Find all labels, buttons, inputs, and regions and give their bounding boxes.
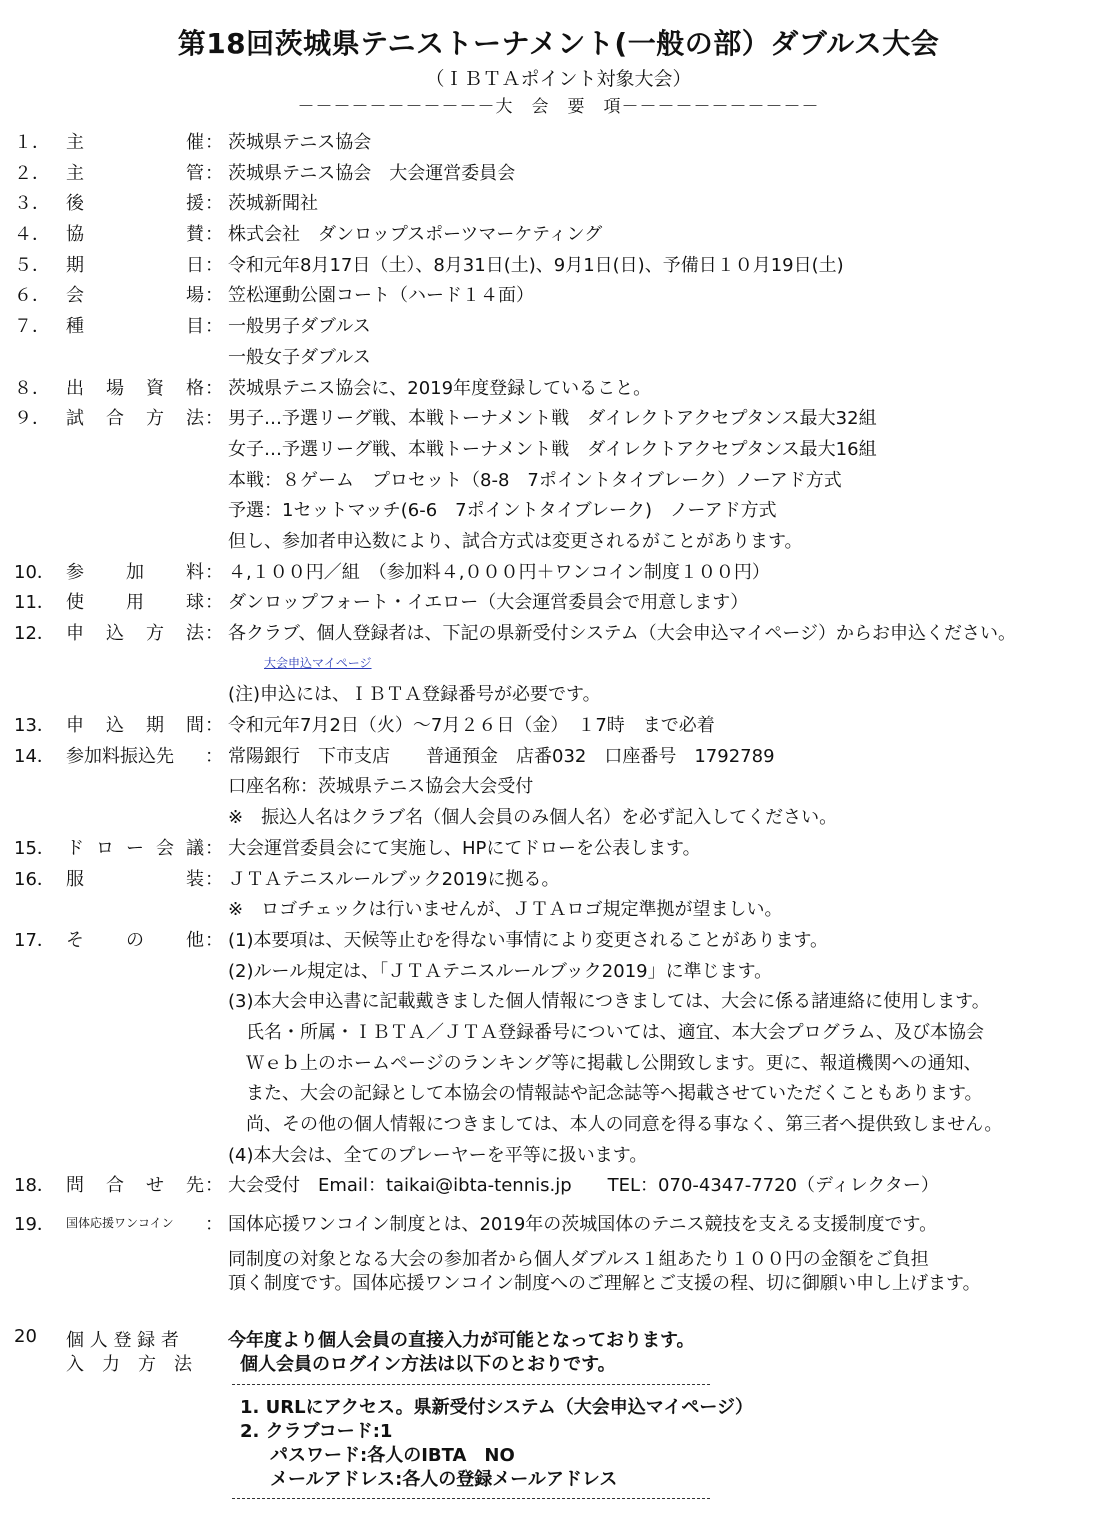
item-number: １． (14, 132, 50, 153)
item-number: ４． (14, 224, 50, 246)
item-colon: ： (205, 623, 223, 644)
item-label-char: ロ (96, 837, 114, 859)
guideline-row (0, 312, 1117, 343)
item-label (66, 619, 204, 645)
item-label-char: 協 (66, 224, 84, 246)
item-label-char: 催 (186, 132, 204, 153)
item-label-char: 込 (106, 623, 124, 644)
item-number: 14． (14, 745, 55, 767)
item-colon: ： (205, 377, 223, 399)
item-label-char: 管 (186, 162, 204, 184)
item-label-char: 他 (186, 929, 204, 951)
item-label-char: 種 (66, 316, 84, 338)
item-label-char: 賛 (186, 224, 204, 246)
item-label-char: 後 (66, 193, 84, 215)
guideline-list (0, 128, 1117, 1297)
item-value: 口座名称：茨城県テニス協会大会受付 (228, 776, 534, 798)
item-value: Ｗｅｂ上のホームページのランキング等に掲載し公開致します。更に、報道機関への通知、 (228, 1052, 982, 1074)
item-colon: ： (205, 561, 223, 583)
item-number: ２． (14, 162, 50, 184)
guideline-row (0, 926, 1117, 957)
item-label (66, 251, 204, 277)
item-label-char: そ (66, 929, 84, 951)
item-label-char: 参 (66, 561, 84, 583)
item-colon: ： (205, 162, 223, 184)
login-steps (240, 1396, 753, 1492)
item-colon: ： (205, 592, 223, 614)
item-label (66, 128, 204, 154)
guideline-row (0, 374, 1117, 405)
item-number: ８． (14, 377, 50, 399)
item-20-number: 20 (14, 1326, 37, 1347)
guideline-row (0, 619, 1117, 650)
item-label-char: 目 (186, 316, 204, 338)
item-label-char: 参加料振込先 (66, 745, 174, 767)
item-number: 12． (14, 623, 55, 644)
item-label-char: 主 (66, 132, 84, 153)
item-value: ＪＴＡテニスルールブック2019に拠る。 (228, 868, 560, 890)
item-label-char: 球 (186, 592, 204, 614)
item-label-char: 会 (66, 285, 84, 307)
guideline-row (0, 588, 1117, 619)
item-number: 18． (14, 1175, 55, 1197)
item-colon: ： (205, 316, 223, 338)
item-label-char: 方 (146, 408, 164, 430)
item-label-char: 申 (66, 623, 84, 644)
item-label (66, 220, 204, 246)
item-value: 各クラブ、個人登録者は、下記の県新受付システム（大会申込マイページ）からお申込ください。 (228, 623, 1017, 644)
item-label-char: 間 (186, 715, 204, 737)
item-value: (3)本大会申込書に記載戴きました個人情報につきましては、大会に係る諸連絡に使用します。 (228, 991, 990, 1013)
item-label (66, 1214, 204, 1231)
guideline-row (0, 1141, 1117, 1172)
item-label-char: 場 (186, 285, 204, 307)
item-label-char: 資 (146, 377, 164, 399)
guideline-row (0, 742, 1117, 773)
guideline-row (0, 1273, 1117, 1297)
item-value: また、大会の記録として本協会の情報誌や記念誌等へ掲載させていただくこともあります。 (228, 1083, 983, 1105)
item-value: 尚、その他の個人情報につきましては、本人の同意を得る事なく、第三者へ提供致しません。 (228, 1114, 1003, 1135)
guideline-row (0, 404, 1117, 435)
guideline-row (0, 803, 1117, 834)
item-value: ダンロップフォート・イエロー（大会運営委員会で用意します） (228, 592, 749, 614)
page-title: 第18回茨城県テニストーナメント(一般の部）ダブルス大会 (177, 27, 940, 60)
item-value: 令和元年8月17日（土）、8月31日(土)、9月1日(日)、予備日１０月19日(土) (228, 254, 844, 276)
item-value: 一般女子ダブルス (228, 346, 371, 368)
item-label (66, 834, 204, 860)
item-number: ７． (14, 316, 50, 338)
item-value: 令和元年7月2日（火）～7月２６日（金） １7時 まで必着 (228, 715, 715, 737)
item-value: 大会受付 Email：taikai@ibta-tennis.jp TEL：070-4347-7720（ディレクター） (228, 1175, 939, 1197)
guideline-row (0, 281, 1117, 312)
item-colon: ： (205, 285, 223, 307)
item-label-char: 加 (126, 561, 144, 583)
item-label-char: 服 (66, 868, 84, 890)
item-number: 19． (14, 1214, 55, 1236)
item-value: 同制度の対象となる大会の参加者から個人ダブルス１組あたり１００円の金額をご負担 (228, 1248, 929, 1270)
item-label-char: 申 (66, 715, 84, 737)
item-value: 国体応援ワンコイン制度とは、2019年の茨城国体のテニス競技を支える支援制度です。 (228, 1214, 938, 1236)
page-subtitle: （ＩＢＴＡポイント対象大会） (425, 68, 692, 90)
guideline-row (0, 711, 1117, 742)
item-label-char: 問 (66, 1175, 84, 1197)
item-colon: ： (205, 132, 223, 153)
guideline-row (0, 159, 1117, 190)
guideline-row (0, 895, 1117, 926)
item-label (66, 711, 204, 737)
item-label-char: 先 (186, 1175, 204, 1197)
item-number: ６． (14, 285, 50, 307)
item-label-char: 用 (126, 592, 144, 614)
item-value: (1)本要項は、天候等止むを得ない事情により変更されることがあります。 (228, 929, 829, 951)
item-value: 本戦：８ゲーム プロセット（8-8 7ポイントタイブレーク）ノーアド方式 (228, 469, 842, 491)
item-value: (注)申込には、ＩＢＴＡ登録番号が必要です。 (228, 684, 601, 706)
item-20-bottom-separator (232, 1498, 710, 1499)
item-colon: ： (205, 837, 223, 859)
guideline-row (0, 1079, 1117, 1110)
guideline-row (0, 558, 1117, 589)
item-label-char: 主 (66, 162, 84, 184)
item-number: ３． (14, 193, 50, 215)
item-label-char: 格 (186, 377, 204, 399)
item-label-char: 会 (156, 837, 174, 859)
item-20-top-separator (232, 1384, 710, 1385)
item-colon: ： (205, 408, 223, 430)
item-20-value-line2: 個人会員のログイン方法は以下のとおりです。 (240, 1354, 616, 1375)
guideline-row (0, 680, 1117, 711)
guideline-row (0, 650, 1117, 681)
guideline-row (0, 220, 1117, 251)
section-heading: －－－－－－－－－－－大 会 要 項－－－－－－－－－－－ (297, 97, 820, 117)
guideline-row (0, 496, 1117, 527)
item-label (66, 312, 204, 338)
item-label (66, 159, 204, 185)
item-label-char: 方 (146, 623, 164, 644)
item-value: 一般男子ダブルス (228, 316, 371, 338)
item-colon: ： (205, 1214, 223, 1236)
guideline-row (0, 834, 1117, 865)
item-label-char: 援 (186, 193, 204, 215)
item-number: 17． (14, 929, 55, 951)
item-value: 大会運営委員会にて実施し、HPにてドローを公表します。 (228, 837, 701, 859)
guideline-row (0, 987, 1117, 1018)
item-colon: ： (205, 715, 223, 737)
item-number: 15． (14, 837, 55, 859)
item-label-char: 合 (106, 1175, 124, 1197)
item-colon: ： (205, 745, 223, 767)
item-number: 10． (14, 561, 55, 583)
item-label-char: 場 (106, 377, 124, 399)
item-label-char: 合 (106, 408, 124, 430)
item-value: ※ ロゴチェックは行いませんが、ＪＴＡロゴ規定準拠が望ましい。 (228, 899, 783, 921)
item-value: 茨城県テニス協会 大会運営委員会 (228, 162, 516, 184)
item-label (66, 558, 204, 584)
login-password: パスワード:各人のIBTA NO (270, 1445, 515, 1466)
guideline-row (0, 865, 1117, 896)
item-value: (4)本大会は、全てのプレーヤーを平等に扱います。 (228, 1144, 648, 1166)
guideline-row (0, 1018, 1117, 1049)
item-number: ９． (14, 408, 50, 430)
item-label-char: 国体応援ワンコイン (66, 1216, 174, 1231)
item-number: 16． (14, 868, 55, 890)
item-label-char: 使 (66, 592, 84, 614)
item-label-char: 装 (186, 868, 204, 890)
item-label-char: 期 (66, 254, 84, 276)
item-label-char: せ (146, 1175, 164, 1197)
guideline-row (0, 1049, 1117, 1080)
item-label-char: 料 (186, 561, 204, 583)
item-label-char: 試 (66, 408, 84, 430)
login-step-2: 2. クラブコード:1 (240, 1421, 393, 1442)
item-value: 笠松運動公園コート（ハード１４面） (228, 285, 534, 307)
guideline-row (0, 435, 1117, 466)
item-label-char: 日 (186, 254, 204, 276)
item-label (66, 281, 204, 307)
item-value: 予選：1セットマッチ(6-6 7ポイントタイブレーク) ノーアド方式 (228, 500, 777, 522)
item-number: 11． (14, 592, 55, 614)
item-20-value-line1: 今年度より個人会員の直接入力が可能となっております。 (228, 1330, 695, 1351)
item-label (66, 374, 204, 400)
item-label-char: ド (66, 837, 84, 859)
item-value: 頂く制度です。国体応援ワンコイン制度へのご理解とご支援の程、切に御願い申し上げます。 (228, 1272, 981, 1294)
item-number: ５． (14, 254, 50, 276)
item-label (66, 926, 204, 952)
application-mypage-link[interactable]: 大会申込マイページ (264, 655, 372, 670)
item-colon: ： (205, 1175, 223, 1197)
item-label-char: の (126, 929, 144, 951)
guideline-row (0, 128, 1117, 159)
item-label (66, 404, 204, 430)
guideline-row (0, 189, 1117, 220)
login-step-1: 1. URLにアクセス。県新受付システム（大会申込マイページ） (240, 1397, 754, 1418)
item-value: 但し、参加者申込数により、試合方式は変更されるがことがあります。 (228, 530, 803, 552)
item-value: 女子…予選リーグ戦、本戦トーナメント戦 ダイレクトアクセプタンス最大16組 (228, 438, 877, 460)
item-label (66, 1171, 204, 1197)
item-colon: ： (205, 193, 223, 215)
guideline-row (0, 1210, 1117, 1241)
item-label-char: 期 (146, 715, 164, 737)
item-label (66, 865, 204, 891)
guideline-row (0, 772, 1117, 803)
item-label-char: ー (126, 837, 144, 859)
item-value: 株式会社 ダンロップスポーツマーケティング (228, 224, 603, 246)
item-value: 常陽銀行 下市支店 普通預金 店番032 口座番号 1792789 (228, 745, 775, 767)
guideline-row (0, 957, 1117, 988)
item-number: 13． (14, 715, 55, 737)
item-colon: ： (205, 224, 223, 246)
item-colon: ： (205, 929, 223, 951)
item-label-char: 込 (106, 715, 124, 737)
item-20-label-line1: 個 人 登 録 者 (66, 1330, 179, 1351)
item-value: (2)ルール規定は、「ＪＴＡテニスルールブック2019」に準じます。 (228, 960, 773, 982)
guideline-row (0, 527, 1117, 558)
item-label (66, 588, 204, 614)
item-colon: ： (205, 254, 223, 276)
item-20-label-line2: 入 力 方 法 (66, 1354, 192, 1375)
item-label-char: 法 (186, 623, 204, 644)
item-colon: ： (205, 868, 223, 890)
login-email: メールアドレス:各人の登録メールアドレス (270, 1469, 618, 1490)
guideline-row (0, 1171, 1117, 1202)
guideline-row (0, 1110, 1117, 1141)
item-label-char: 議 (186, 837, 204, 859)
guideline-row (0, 1249, 1117, 1273)
guideline-row (0, 466, 1117, 497)
item-label (66, 742, 204, 768)
item-value: 茨城新聞社 (228, 193, 318, 215)
item-value: 男子…予選リーグ戦、本戦トーナメント戦 ダイレクトアクセプタンス最大32組 (228, 408, 877, 430)
item-label (66, 189, 204, 215)
item-value: 氏名・所属・ＩＢＴＡ／ＪＴＡ登録番号については、適宜、本大会プログラム、及び本協会 (228, 1021, 984, 1043)
guideline-row (0, 343, 1117, 374)
item-value: 茨城県テニス協会 (228, 132, 372, 153)
item-label-char: 法 (186, 408, 204, 430)
item-value: ※ 振込人名はクラブ名（個人会員のみ個人名）を必ず記入してください。 (228, 807, 838, 829)
item-value: 茨城県テニス協会に、2019年度登録していること。 (228, 377, 652, 399)
item-label-char: 出 (66, 377, 84, 399)
item-value: ４,１００円／組 （参加料４,０００円＋ワンコイン制度１００円） (228, 561, 770, 583)
guideline-row (0, 251, 1117, 282)
